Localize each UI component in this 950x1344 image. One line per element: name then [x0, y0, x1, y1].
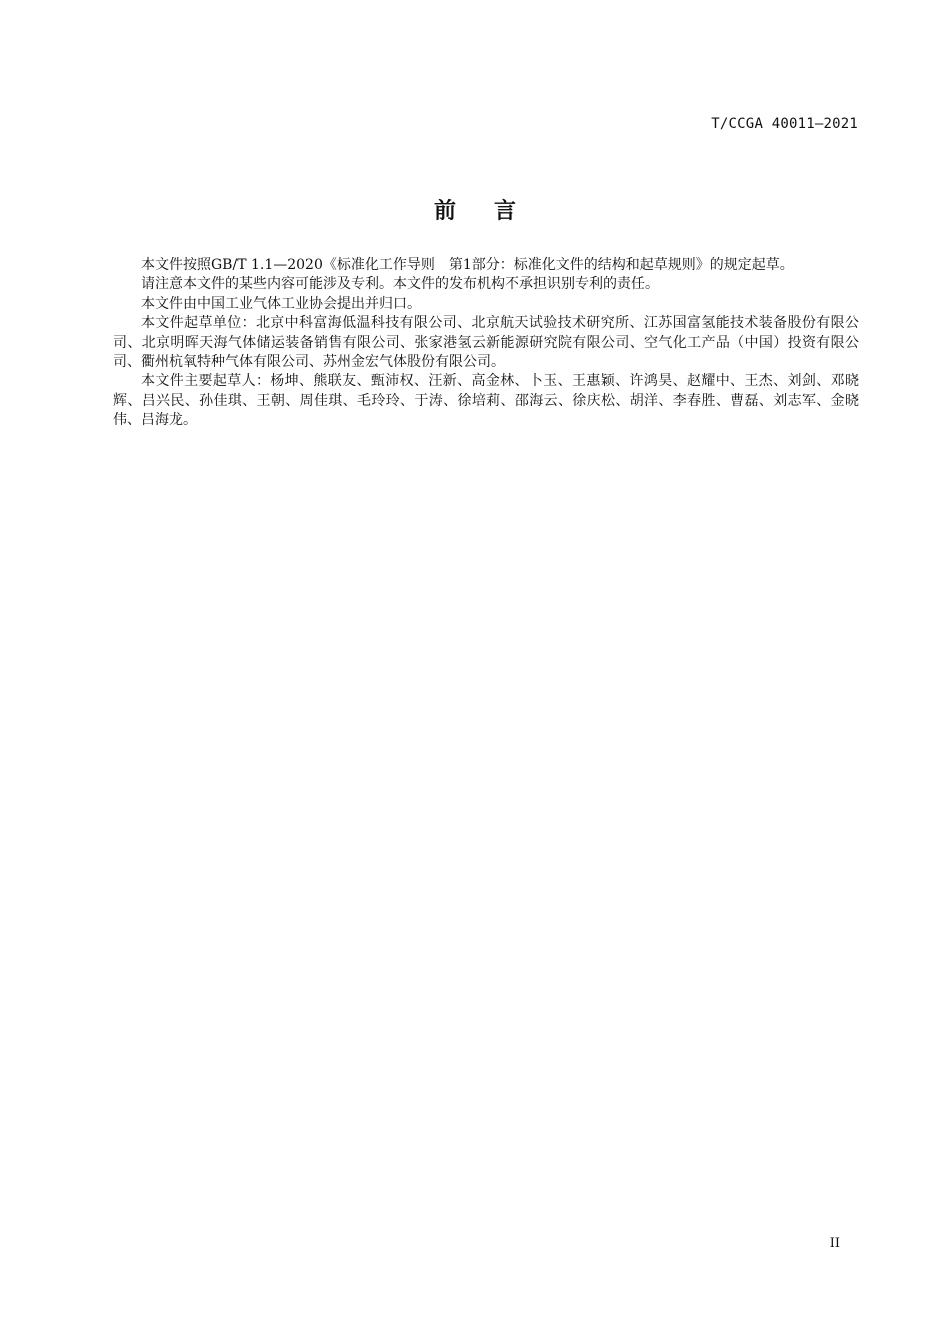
- foreword-body: [113, 256, 859, 431]
- page-number: II: [829, 1236, 840, 1251]
- page-title: 前言: [433, 199, 554, 224]
- paragraph-drafting-rules: 本文件按照GB/T 1.1—2020《标准化工作导则 第1部分：标准化文件的结构和起草规则》的规定起草。: [141, 257, 794, 273]
- paragraph-proposer: 本文件由中国工业气体工业协会提出并归口。: [141, 295, 421, 312]
- document-code: T/CCGA 40011—2021: [711, 116, 858, 132]
- paragraph-drafting-units: 本文件起草单位：北京中科富海低温科技有限公司、北京航天试验技术研究所、江苏国富氢能技术装备股份有限公司、北京明晖天海气体储运装备销售有限公司、张家港氢云新能源研究院有限公司、空气化工产品（中国）投资有限公司、衢州杭氧特种气体有限公司、苏州金宏气体股份有限公司。: [113, 315, 859, 371]
- paragraph-drafters: 本文件主要起草人：杨坤、熊联友、甄沛权、汪新、高金林、卜玉、王惠颖、许鸿昊、赵耀中、王杰、刘剑、邓晓辉、吕兴民、孙佳琪、王朝、周佳琪、毛玲玲、于涛、徐培莉、邵海云、徐庆松、胡洋、李春胜、曹磊、刘志军、金晓伟、吕海龙。: [113, 373, 859, 429]
- paragraph-patent-notice: 请注意本文件的某些内容可能涉及专利。本文件的发布机构不承担识别专利的责任。: [141, 276, 659, 293]
